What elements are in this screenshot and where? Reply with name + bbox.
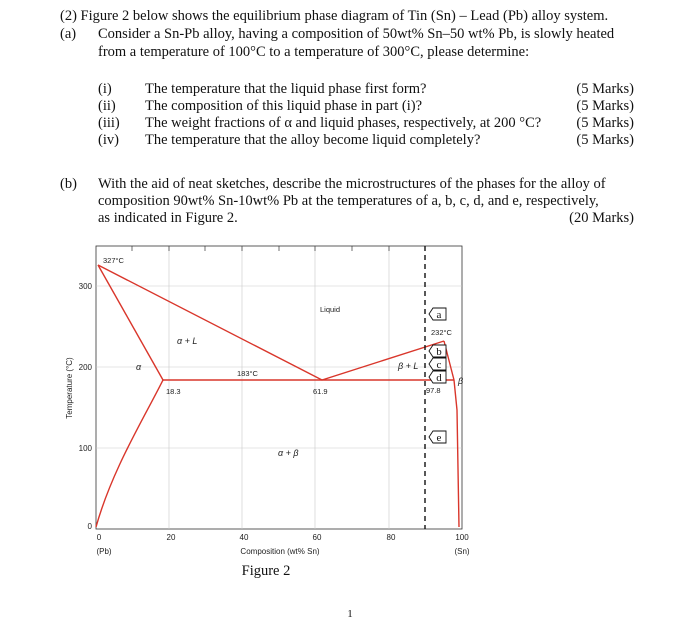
item-text: The temperature that the liquid phase first form?	[145, 81, 427, 97]
alpha-liquid-region-label: α + L	[177, 336, 198, 346]
page-number: 1	[347, 608, 353, 620]
item-marks: (5 Marks)	[576, 98, 634, 114]
x-tick-label: 100	[455, 533, 469, 542]
x-end-right-label: (Sn)	[454, 547, 470, 556]
alpha-max-comp-label: 18.3	[166, 387, 181, 396]
liquid-region-label: Liquid	[320, 305, 341, 314]
alpha-region-label: α	[136, 362, 142, 372]
point-label: b	[436, 346, 442, 358]
y-axis-title: Temperature (°C)	[65, 357, 74, 419]
plot-frame	[96, 246, 462, 529]
beta-region-label: β	[458, 376, 464, 386]
item-num: (iii)	[98, 115, 120, 131]
y-tick-label: 200	[78, 363, 92, 372]
eutectic-comp-label: 61.9	[313, 387, 328, 396]
beta-liquid-region-label: β + L	[398, 361, 419, 371]
y-tick-label: 300	[78, 282, 92, 291]
point-label: c	[436, 359, 442, 371]
point-marker-d	[429, 371, 446, 384]
item-num: (ii)	[98, 98, 116, 114]
x-tick-label: 0	[96, 533, 102, 542]
item-marks: (5 Marks)	[576, 132, 634, 148]
part-b-line3: as indicated in Figure 2.	[98, 210, 238, 226]
pb-melting-label: 327°C	[103, 256, 124, 265]
x-tick-label: 40	[239, 533, 249, 542]
alpha-beta-region-label: α + β	[278, 448, 299, 458]
x-tick-label: 60	[312, 533, 322, 542]
item-num: (iv)	[98, 132, 119, 148]
liquidus-line	[98, 265, 444, 380]
top-ticks	[132, 246, 389, 251]
x-tick-label: 80	[386, 533, 396, 542]
part-b-label: (b)	[60, 176, 77, 192]
item-marks: (5 Marks)	[576, 81, 634, 97]
phase-boundaries	[96, 265, 459, 527]
figure-caption: Figure 2	[241, 563, 291, 579]
part-a-line1: Consider a Sn-Pb alloy, having a composition of 50wt% Sn–50 wt% Pb, is slowly heated	[98, 26, 615, 42]
part-a-label: (a)	[60, 26, 77, 42]
point-marker-a	[429, 308, 446, 321]
point-label: a	[436, 309, 442, 321]
beta-max-comp-label: 97.8	[426, 386, 441, 395]
point-marker-b	[429, 345, 446, 358]
item-marks: (5 Marks)	[576, 115, 634, 131]
part-b-line2: composition 90wt% Sn-10wt% Pb at the temperatures of a, b, c, d, and e, respectively,	[98, 193, 599, 209]
solvus-beta-line	[454, 380, 459, 527]
x-axis-title: Composition (wt% Sn)	[240, 547, 320, 556]
item-num: (i)	[98, 81, 112, 97]
item-text: The composition of this liquid phase in part (i)?	[145, 98, 423, 114]
point-marker-e	[429, 431, 446, 444]
point-label: d	[436, 372, 442, 384]
sn-melting-label: 232°C	[431, 328, 452, 337]
point-marker-c	[429, 358, 446, 371]
part-b-marks: (20 Marks)	[569, 210, 634, 226]
item-text: The temperature that the alloy become liquid completely?	[145, 132, 481, 148]
point-label: e	[436, 432, 442, 444]
eutectic-temp-label: 183°C	[237, 369, 258, 378]
x-tick-label: 20	[166, 533, 176, 542]
question-header: (2) Figure 2 below shows the equilibrium phase diagram of Tin (Sn) – Lead (Pb) alloy system.	[60, 8, 609, 24]
y-tick-label: 100	[78, 444, 92, 453]
part-b-line1: With the aid of neat sketches, describe the microstructures of the phases for the alloy of	[98, 176, 606, 192]
item-text: The weight fractions of α and liquid phases, respectively, at 200 °C?	[145, 115, 542, 131]
x-end-left-label: (Pb)	[96, 547, 112, 556]
solvus-alpha-line	[96, 380, 163, 527]
part-a-line2: from a temperature of 100°C to a temperature of 300°C, please determine:	[98, 44, 530, 60]
y-tick-label: 0	[87, 522, 92, 531]
grid	[96, 246, 462, 529]
